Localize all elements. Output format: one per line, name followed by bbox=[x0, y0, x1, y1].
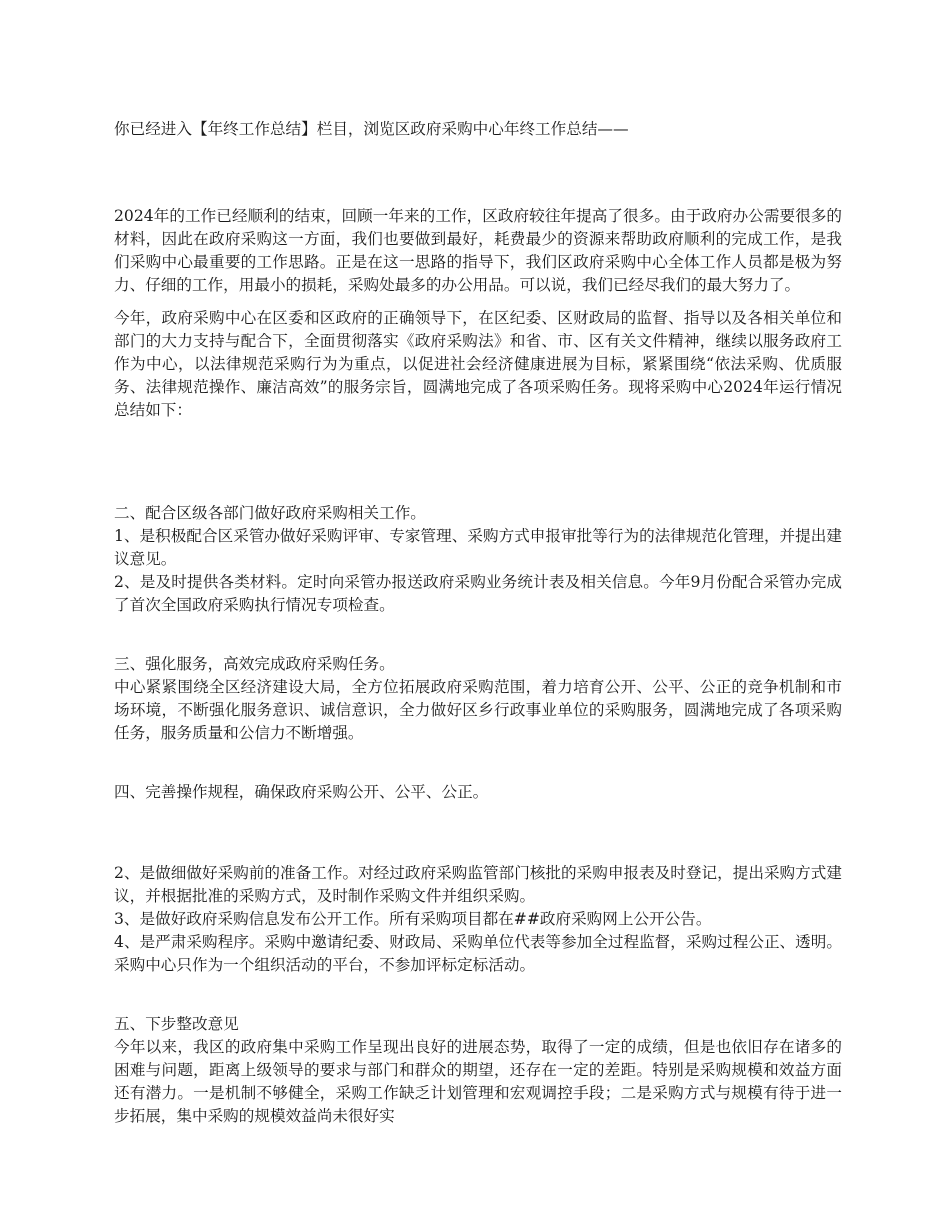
paragraph-overview: 2024年的工作已经顺利的结束，回顾一年来的工作，区政府较往年提高了很多。由于政府办公需要很多的材料，因此在政府采购这一方面，我们也要做到最好，耗费最少的资源来帮助政府顺利的完成工作，是我们采购中心最重要的工作思路。正是在这一思路的指导下，我们区政府采购中心全体工作人员都是极为努力、仔细的工作，用最小的损耗，采购处最多的办公用品。可以说，我们已经尽我们的最大努力了。 bbox=[114, 207, 842, 294]
section-5-body: 今年以来，我区的政府集中采购工作呈现出良好的进展态势，取得了一定的成绩，但是也依旧存在诸多的困难与问题，距离上级领导的要求与部门和群众的期望，还存在一定的差距。特别是采购规模和效益方面还有潜力。一是机制不够健全，采购工作缺乏计划管理和宏观调控手段；二是采购方式与规模有待于进一步拓展，集中采购的规模效益尚未很好实 bbox=[114, 1038, 842, 1125]
section-4-item-2: 2、是做细做好采购前的准备工作。对经过政府采购监管部门核批的采购申报表及时登记，提出采购方式建议，并根据批准的采购方式，及时制作采购文件并组织采购。 bbox=[114, 864, 842, 905]
section-4-items bbox=[114, 862, 842, 977]
paragraph-summary: 今年，政府采购中心在区委和区政府的正确领导下，在区纪委、区财政局的监督、指导以及各相关单位和部门的大力支持与配合下，全面贯彻落实《政府采购法》和省、市、区有关文件精神，继续以服务政府工作为中心，以法律规范采购行为为重点，以促进社会经济健康进展为目标，紧紧围绕“依法采购、优质服务、法律规范操作、廉洁高效”的服务宗旨，圆满地完成了各项采购任务。现将采购中心2024年运行情况总结如下： bbox=[114, 309, 842, 419]
section-2-item-2: 2、是及时提供各类材料。定时向采管办报送政府采购业务统计表及相关信息。今年9月份配合采管办完成了首次全国政府采购执行情况专项检查。 bbox=[114, 573, 842, 614]
section-2 bbox=[114, 502, 842, 617]
section-4-item-4: 4、是严肃采购程序。采购中邀请纪委、财政局、采购单位代表等参加全过程监督，采购过程公正、透明。采购中心只作为一个组织活动的平台，不参加评标定标活动。 bbox=[114, 933, 842, 974]
section-5 bbox=[114, 1013, 842, 1128]
section-2-item-1: 1、是积极配合区采管办做好采购评审、专家管理、采购方式申报审批等行为的法律规范化管理，并提出建议意见。 bbox=[114, 527, 842, 568]
section-2-heading: 二、配合区级各部门做好政府采购相关工作。 bbox=[114, 504, 426, 522]
section-5-heading: 五、下步整改意见 bbox=[114, 1015, 239, 1033]
section-3-heading: 三、强化服务，高效完成政府采购任务。 bbox=[114, 655, 395, 673]
section-4 bbox=[114, 781, 842, 804]
document-page bbox=[114, 118, 842, 1128]
section-3-body: 中心紧紧围绕全区经济建设大局，全方位拓展政府采购范围，着力培育公开、公平、公正的竞争机制和市场环境，不断强化服务意识、诚信意识，全力做好区乡行政事业单位的采购服务，圆满地完成了各项采购任务，服务质量和公信力不断增强。 bbox=[114, 678, 842, 742]
section-4-heading: 四、完善操作规程，确保政府采购公开、公平、公正。 bbox=[114, 783, 489, 801]
intro-line: 你已经进入【年终工作总结】栏目，浏览区政府采购中心年终工作总结—— bbox=[114, 120, 629, 138]
section-3 bbox=[114, 653, 842, 745]
section-4-item-3: 3、是做好政府采购信息发布公开工作。所有采购项目都在##政府采购网上公开公告。 bbox=[114, 910, 712, 928]
